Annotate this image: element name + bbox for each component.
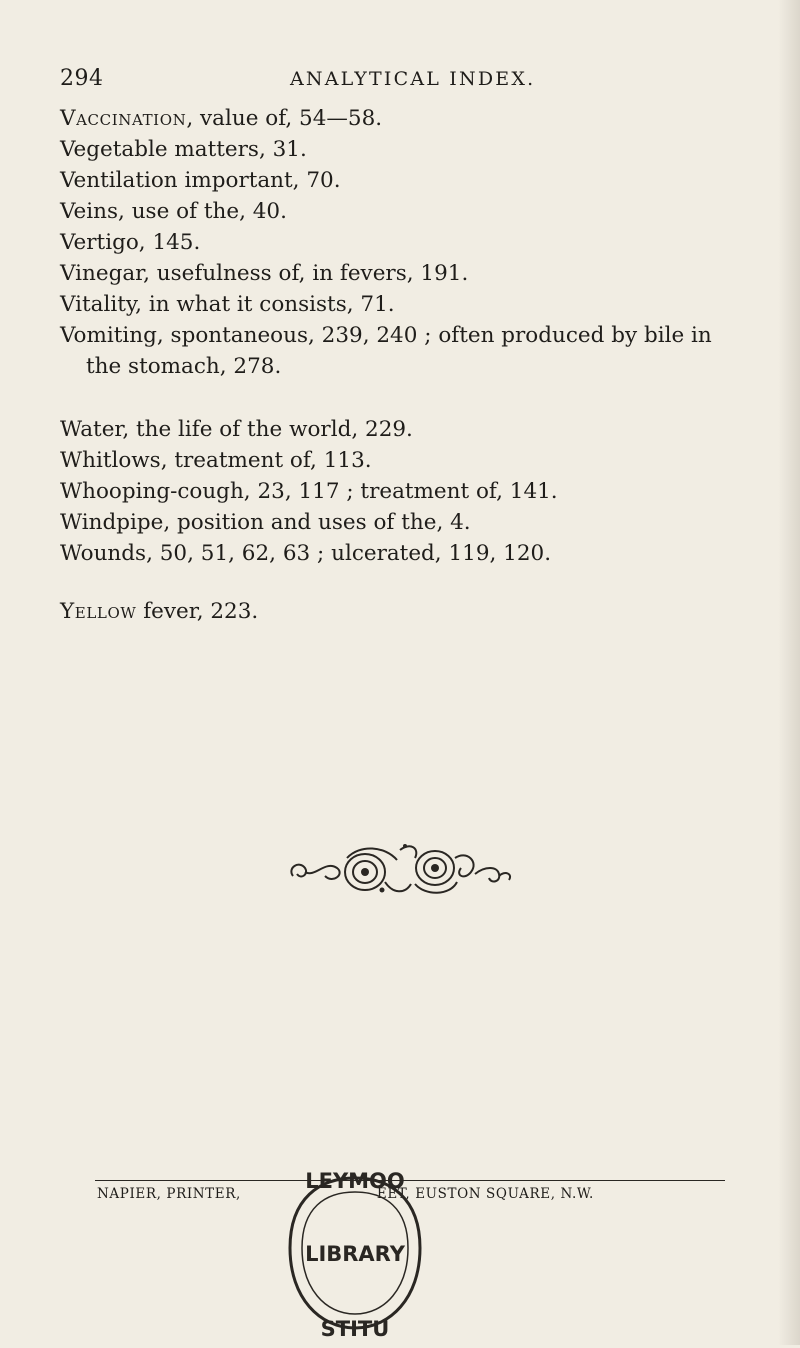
- index-entry-vertigo: Vertigo, 145.: [60, 230, 201, 255]
- stamp-bottom-text: STITU: [320, 1317, 390, 1341]
- section-gap: [60, 569, 740, 596]
- index-entry-veins: Veins, use of the, 40.: [60, 199, 287, 224]
- index-entry-yellow: Yellow fever, 223.: [60, 599, 259, 624]
- library-stamp: [270, 1158, 440, 1348]
- index-entry-whitlows: Whitlows, treatment of, 113.: [60, 448, 372, 473]
- index-entry-ventilation: Ventilation important, 70.: [60, 168, 341, 193]
- running-head: [60, 66, 760, 96]
- stamp-center-text: LIBRARY: [305, 1242, 405, 1266]
- index-entry-wounds: Wounds, 50, 51, 62, 63 ; ulcerated, 119, 120.: [60, 541, 552, 566]
- stamp-top-text: LEYMOO: [305, 1169, 405, 1193]
- page-edge-shadow: [778, 0, 800, 1345]
- index-entry-water: Water, the life of the world, 229.: [60, 417, 413, 442]
- imprint-left: NAPIER, PRINTER,: [97, 1186, 241, 1202]
- running-title: ANALYTICAL INDEX.: [290, 68, 536, 90]
- imprint-right: EET, EUSTON SQUARE, N.W.: [376, 1186, 594, 1202]
- index-entries: [60, 103, 740, 627]
- index-entry-windpipe: Windpipe, position and uses of the, 4.: [60, 510, 471, 535]
- index-entry-whooping-cough: Whooping-cough, 23, 117 ; treatment of, 141.: [60, 479, 558, 504]
- index-entry-vitality: Vitality, in what it consists, 71.: [60, 292, 395, 317]
- index-entry-vinegar: Vinegar, usefulness of, in fevers, 191.: [60, 261, 469, 286]
- index-entry-vegetable: Vegetable matters, 31.: [60, 137, 307, 162]
- tailpiece-ornament: [285, 838, 515, 900]
- index-entry-vomiting: Vomiting, spontaneous, 239, 240 ; often produced by bile in the stomach, 278.: [60, 323, 712, 379]
- index-entry-vaccination: Vaccination, value of, 54—58.: [60, 106, 383, 131]
- section-gap: [60, 382, 740, 414]
- page-number: 294: [60, 66, 104, 91]
